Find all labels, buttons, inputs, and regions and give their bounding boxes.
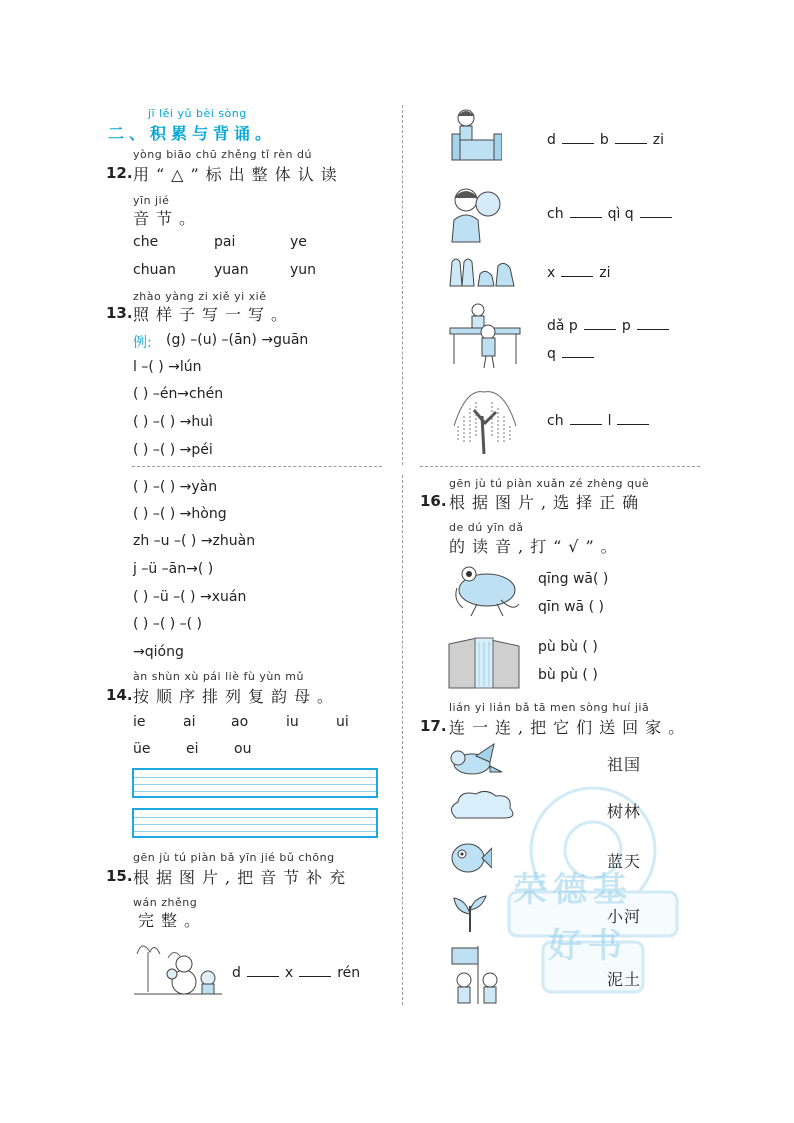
q17-number: 17. (420, 717, 447, 735)
q15-item-1-pre: d (232, 965, 241, 981)
q15-item-2[interactable] (547, 131, 664, 148)
answer-blank[interactable] (584, 317, 616, 330)
column-divider-top (402, 105, 403, 465)
q13-line[interactable]: →qióng (133, 644, 184, 660)
q13-pinyin: zhào yàng zi xiě yi xiě (133, 290, 267, 303)
q15-item-6-mid: l (607, 413, 612, 429)
q13-line[interactable]: zh –u –( ) →zhuàn (133, 533, 256, 549)
table-tennis-picture (446, 302, 522, 372)
willow-tree-picture (446, 386, 522, 456)
bird-icon[interactable] (446, 742, 504, 780)
q12-syllable: chuan (133, 262, 176, 278)
q16-option-2[interactable]: qīn wā ( ) (538, 599, 604, 615)
q15-text-2: 完整。 (138, 911, 208, 930)
q14-number: 14. (106, 686, 133, 704)
q14-final: ui (336, 714, 349, 730)
q15-item-2-pre: d (547, 132, 556, 148)
q14-writing-box-2[interactable] (132, 808, 378, 838)
q15-item-5-pre: dǎ p (547, 318, 578, 334)
q12-syllable: yun (290, 262, 317, 278)
q14-final: üe (133, 741, 151, 757)
answer-blank[interactable] (640, 205, 672, 218)
answer-blank[interactable] (562, 345, 594, 358)
q17-word[interactable]: 树林 (607, 802, 642, 821)
q15-item-3-mid: qì q (607, 206, 634, 222)
watermark-text-1: 荣德基 (513, 870, 633, 910)
q16-option-4[interactable]: bù pù ( ) (538, 667, 598, 683)
q15-item-3[interactable] (547, 205, 678, 222)
answer-blank[interactable] (561, 264, 593, 277)
q12-pinyin-2: yīn jié (133, 194, 170, 207)
answer-blank[interactable] (570, 412, 602, 425)
q17-word[interactable]: 小河 (607, 907, 642, 926)
row-divider-right (420, 466, 700, 467)
q17-word[interactable]: 蓝天 (607, 852, 642, 871)
watermark-text-2: 好书 (548, 926, 628, 966)
q13-example-label: 例: (133, 335, 152, 351)
q15-item-1-post: rén (337, 965, 361, 981)
q14-text: 按顺序排列复韵母。 (133, 687, 341, 706)
q14-writing-box-1[interactable] (132, 768, 378, 798)
q16-option-1[interactable]: qīng wā( ) (538, 571, 609, 587)
q17-pinyin: lián yi lián bǎ tā men sòng huí jiā (449, 701, 650, 714)
q16-text: 根据图片,选择正确 (449, 493, 646, 512)
answer-blank[interactable] (562, 131, 594, 144)
sprout-icon[interactable] (450, 892, 490, 934)
q17-word[interactable]: 泥土 (607, 970, 642, 989)
q14-final: ou (234, 741, 252, 757)
q15-number: 15. (106, 867, 133, 885)
section-title-pinyin: jī lěi yǔ bèi sòng (148, 107, 247, 120)
q15-item-1-mid: x (284, 965, 294, 981)
answer-blank[interactable] (637, 317, 669, 330)
q13-text: 照样子写一写。 (133, 305, 295, 324)
q13-line[interactable]: ( ) –ü –( ) →xuán (133, 589, 247, 605)
q15-item-5-extra[interactable] (547, 345, 600, 362)
q15-item-4-post: zi (599, 265, 611, 281)
q15-item-5-mid: p (621, 318, 631, 334)
q14-final: iu (286, 714, 299, 730)
q15-text: 根据图片,把音节补充 (133, 868, 353, 887)
waterfall-picture (447, 634, 521, 690)
q15-item-6[interactable] (547, 412, 655, 429)
q15-pinyin-2: wán zhěng (133, 896, 198, 909)
q16-text-2: 的读音,打“√”。 (449, 537, 624, 556)
balloon-girl-picture (446, 180, 506, 246)
q12-syllable: che (133, 234, 159, 250)
q16-number: 16. (420, 492, 447, 510)
q14-final: ai (183, 714, 196, 730)
q12-syllable: ye (290, 234, 307, 250)
q14-final: ie (133, 714, 146, 730)
section-title: 二、积累与背诵。 (108, 124, 277, 143)
cloud-icon[interactable] (446, 788, 518, 822)
q16-pinyin-2: de dú yīn dǎ (449, 521, 524, 534)
q12-syllable: yuan (214, 262, 249, 278)
column-divider-bottom (402, 475, 403, 1005)
answer-blank[interactable] (570, 205, 602, 218)
q16-pinyin: gēn jù tú piàn xuǎn zé zhèng què (449, 477, 650, 490)
q15-item-3-pre: ch (547, 206, 564, 222)
q13-line[interactable]: ( ) –( ) →yàn (133, 479, 218, 495)
sofa-picture (450, 104, 502, 170)
q15-item-5[interactable] (547, 317, 675, 334)
answer-blank[interactable] (615, 131, 647, 144)
q13-line[interactable]: ( ) –( ) →hòng (133, 506, 227, 522)
q13-line[interactable]: ( ) –én→chén (133, 386, 224, 402)
q15-item-2-post: zi (652, 132, 665, 148)
q15-item-4[interactable] (547, 264, 611, 281)
q15-pinyin: gēn jù tú piàn bǎ yīn jié bǔ chōng (133, 851, 335, 864)
frog-picture (447, 560, 521, 618)
answer-blank[interactable] (617, 412, 649, 425)
q12-number: 12. (106, 164, 133, 182)
q13-line[interactable]: ( ) –( ) –( ) (133, 616, 203, 632)
q13-line[interactable]: ( ) –( ) →huì (133, 414, 214, 430)
q14-pinyin: àn shùn xù pái liè fù yùn mǔ (133, 670, 304, 683)
q17-word[interactable]: 祖国 (607, 755, 642, 774)
q12-text-2: 音节。 (133, 209, 203, 228)
answer-blank[interactable] (247, 964, 279, 977)
flag-children-icon[interactable] (448, 944, 504, 1006)
q13-number: 13. (106, 304, 133, 322)
q15-item-2-mid: b (599, 132, 609, 148)
q15-item-4-pre: x (547, 265, 556, 281)
shoes-picture (448, 252, 518, 292)
snowman-picture (132, 934, 224, 1000)
q13-line[interactable]: ( ) –( ) →péi (133, 442, 213, 458)
q14-final: ei (186, 741, 199, 757)
q16-option-3[interactable]: pù bù ( ) (538, 639, 598, 655)
fish-icon[interactable] (448, 836, 492, 878)
q15-item-6-pre: ch (547, 413, 564, 429)
q15-item-1[interactable] (232, 964, 360, 981)
answer-blank[interactable] (299, 964, 331, 977)
q15-item-5-extra-text: q (547, 346, 556, 362)
row-divider-left (132, 466, 382, 467)
q17-text: 连一连,把它们送回家。 (449, 718, 692, 737)
q12-text: 用“△”标出整体认读 (133, 165, 344, 184)
q13-line[interactable]: j –ü –ān→( ) (133, 561, 214, 577)
q12-syllable: pai (214, 234, 236, 250)
q13-line[interactable]: l –( ) →lún (133, 359, 202, 375)
q14-final: ao (231, 714, 249, 730)
q12-pinyin: yòng biāo chū zhěng tǐ rèn dú (133, 148, 312, 161)
q13-example: (g) –(u) –(ān) →guān (166, 332, 309, 348)
